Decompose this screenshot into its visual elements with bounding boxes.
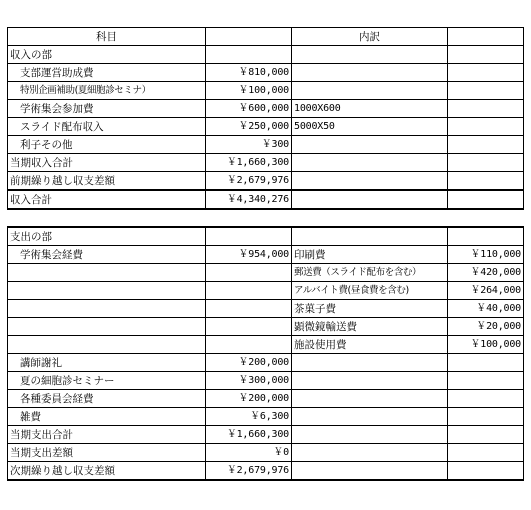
expense-section-row [8,227,524,246]
income-item-amount: ￥250,000 [206,118,292,136]
income-item-note [292,64,448,82]
breakdown-item: アルバイト費(昼食費を含む) [292,282,448,300]
table-row [8,100,524,118]
income-total-label: 収入合計 [8,190,206,209]
expense-conference-amount: ￥954,000 [206,246,292,264]
expense-item-amount: ￥200,000 [206,354,292,372]
expense-item-amount: ￥300,000 [206,372,292,390]
next-carry-row [8,462,524,481]
table-row [8,300,524,318]
income-item-label: 支部運営助成費 [8,64,206,82]
expense-current-total-row [8,426,524,444]
expense-item-label: 講師謝礼 [8,354,206,372]
expense-item-label: 雑費 [8,408,206,426]
income-item-note [292,82,448,100]
income-carryover-row [8,172,524,191]
spacer-row [8,209,524,227]
expense-item-label: 夏の細胞診セミナー [8,372,206,390]
income-item-note: 1000X600 [292,100,448,118]
income-item-amount: ￥600,000 [206,100,292,118]
expense-current-total-amount: ￥1,660,300 [206,426,292,444]
income-current-total-amount: ￥1,660,300 [206,154,292,172]
table-row [8,136,524,154]
income-total-amount: ￥4,340,276 [206,190,292,209]
expense-item-amount: ￥200,000 [206,390,292,408]
breakdown-amount: ￥420,000 [448,264,524,282]
table-row [8,118,524,136]
income-item-label: 利子その他 [8,136,206,154]
income-item-amount: ￥810,000 [206,64,292,82]
breakdown-item: 施設使用費 [292,336,448,354]
expense-balance-amount: ￥0 [206,444,292,462]
breakdown-item: 郵送費（スライド配布を含む） [292,264,448,282]
table-row [8,82,524,100]
table-row [8,282,524,300]
next-carry-amount: ￥2,679,976 [206,462,292,481]
expense-balance-row [8,444,524,462]
income-current-total-row [8,154,524,172]
income-item-label: 特別企画補助(夏細胞診セミナ） [8,82,206,100]
breakdown-amount: ￥20,000 [448,318,524,336]
income-item-amount: ￥300 [206,136,292,154]
table-row [8,336,524,354]
table-row [8,408,524,426]
table-row [8,390,524,408]
table-row [8,372,524,390]
breakdown-amount: ￥100,000 [448,336,524,354]
income-item-amount: ￥100,000 [206,82,292,100]
income-section-label: 収入の部 [8,46,206,64]
expense-section-label: 支出の部 [8,227,206,246]
header-row [8,28,524,46]
expense-item-amount: ￥6,300 [206,408,292,426]
table-row [8,264,524,282]
table-row [8,354,524,372]
income-carryover-amount: ￥2,679,976 [206,172,292,191]
budget-sheet [7,27,523,481]
table-row [8,318,524,336]
income-carryover-label: 前期繰り越し収支差額 [8,172,206,191]
breakdown-item: 茶菓子費 [292,300,448,318]
income-item-note [292,136,448,154]
header-amount-cell [206,28,292,46]
expense-current-total-label: 当期支出合計 [8,426,206,444]
breakdown-item: 顕微鏡輸送費 [292,318,448,336]
income-section-row [8,46,524,64]
income-total-row [8,190,524,209]
table-row [8,64,524,82]
header-blank-cell [448,28,524,46]
income-item-label: スライド配布収入 [8,118,206,136]
breakdown-amount: ￥40,000 [448,300,524,318]
breakdown-item: 印刷費 [292,246,448,264]
next-carry-label: 次期繰り越し収支差額 [8,462,206,481]
expense-balance-label: 当期支出差額 [8,444,206,462]
breakdown-amount: ￥264,000 [448,282,524,300]
budget-table [7,27,524,481]
expense-conference-label: 学術集会経費 [8,246,206,264]
income-item-note: 5000X50 [292,118,448,136]
breakdown-amount: ￥110,000 [448,246,524,264]
income-item-label: 学術集会参加費 [8,100,206,118]
table-row [8,246,524,264]
expense-item-label: 各種委員会経費 [8,390,206,408]
header-subject: 科目 [8,28,206,46]
header-breakdown: 内訳 [292,28,448,46]
income-current-total-label: 当期収入合計 [8,154,206,172]
